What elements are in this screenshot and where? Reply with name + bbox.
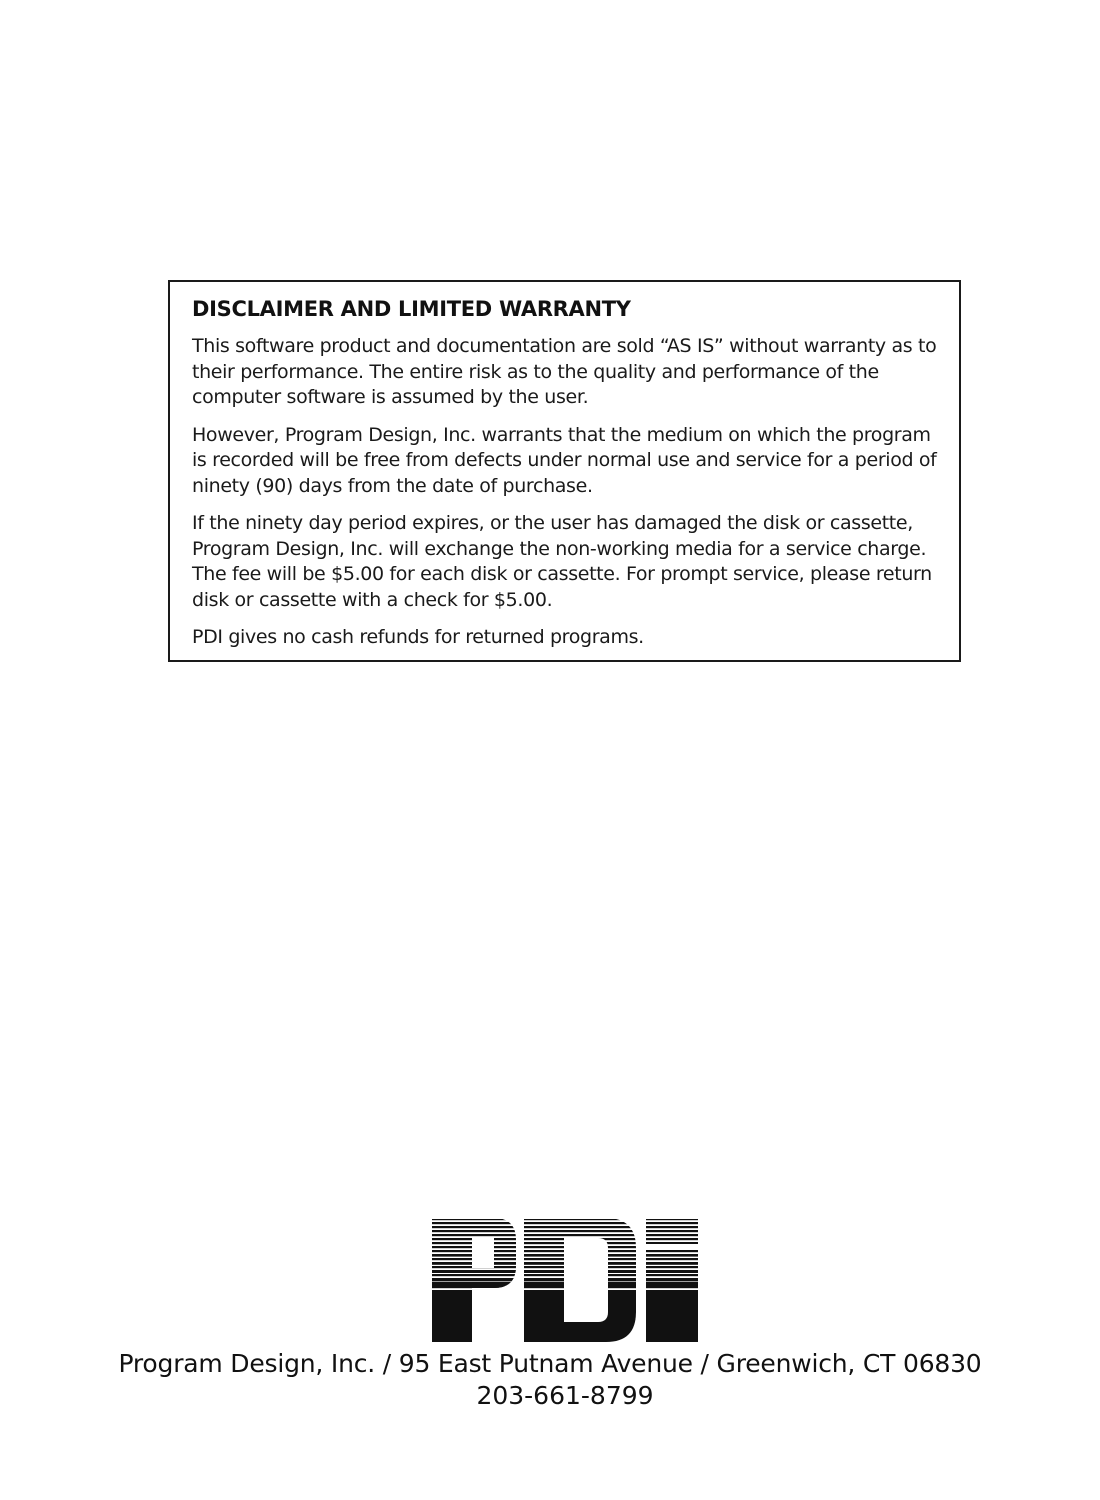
warranty-paragraph-as-is: This software product and documentation are sold “AS IS” without warranty as to their performance. The entire risk as to the quality and performance of the computer software is assumed by the user. bbox=[192, 335, 937, 408]
footer-address: Program Design, Inc. / 95 East Putnam Avenue / Greenwich, CT 06830 bbox=[118, 1349, 982, 1378]
warranty-paragraph-medium: However, Program Design, Inc. warrants that the medium on which the program is recorded will be free from defects under normal use and service for a period of ninety (90) days from the date of purchase. bbox=[192, 423, 937, 497]
footer-phone: 203-661-8799 bbox=[476, 1381, 654, 1410]
warranty-title: DISCLAIMER AND LIMITED WARRANTY bbox=[192, 297, 631, 321]
warranty-box bbox=[168, 280, 961, 662]
warranty-paragraph-exchange: If the ninety day period expires, or the user has damaged the disk or cassette, Program Design, Inc. will exchange the non-working media for a service charge. The fee will be $5.00 for each disk or cassette. For prompt service, please return disk or cassette with a check for $5.00. bbox=[192, 512, 932, 611]
warranty-paragraph-refunds: PDI gives no cash refunds for returned programs. bbox=[192, 626, 644, 648]
pdi-logo bbox=[432, 1218, 698, 1342]
